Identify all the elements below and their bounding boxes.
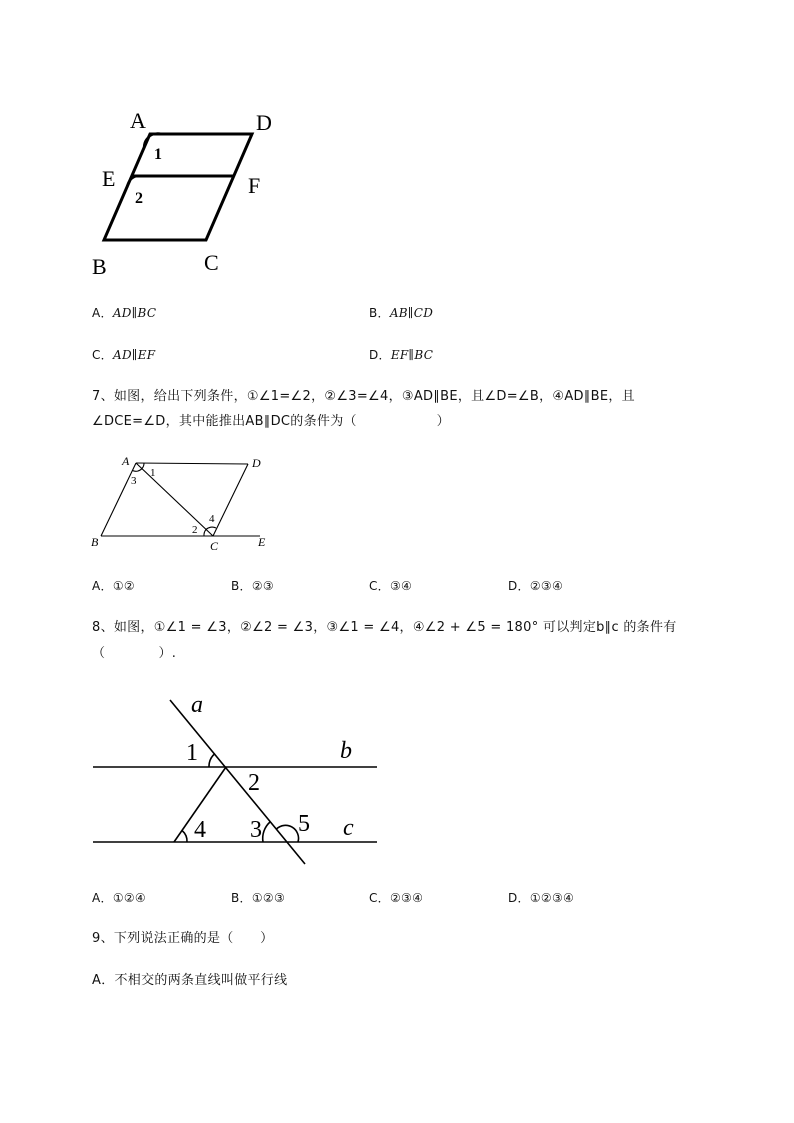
angle-4-arc <box>182 831 187 843</box>
q8-option-a[interactable] <box>92 889 146 907</box>
option-text: EF∥BC <box>390 348 434 362</box>
figure-q8 <box>88 680 388 870</box>
option-prefix: B． <box>231 891 252 905</box>
option-text: AD∥EF <box>112 348 156 362</box>
option-text: ②③④ <box>389 891 424 905</box>
option-prefix: D． <box>369 348 391 362</box>
label-c: C <box>210 539 219 552</box>
option-text: AB∥CD <box>389 306 434 320</box>
option-prefix: A． <box>92 891 113 905</box>
segment-ad <box>136 463 248 464</box>
q7-stem-line-2: ∠DCE=∠D，其中能推出AB∥DC的条件为（ ） <box>92 414 450 429</box>
figure-q7 <box>88 452 278 552</box>
q8-option-b[interactable] <box>231 889 285 907</box>
q7-stem-line-1: 7、如图，给出下列条件，①∠1=∠2，②∠3=∠4，③AD∥BE，且∠D=∠B，④AD∥BE，且 <box>92 389 635 404</box>
q7-option-a[interactable] <box>92 577 135 595</box>
q7-option-c[interactable] <box>369 577 412 595</box>
angle-4-arc <box>206 527 216 529</box>
option-prefix: D． <box>508 891 530 905</box>
label-b: B <box>91 535 99 549</box>
label-angle-4: 4 <box>209 513 215 525</box>
label-c: c <box>343 815 354 841</box>
line-a <box>170 700 305 864</box>
label-angle-1: 1 <box>186 740 198 766</box>
option-prefix: A． <box>92 973 115 988</box>
option-text: ②③④ <box>529 579 564 593</box>
angle-2-arc <box>204 530 206 537</box>
angle-1-arc <box>209 754 215 768</box>
label-a: a <box>191 692 203 718</box>
angle-3-arc <box>263 822 270 842</box>
option-text: ①②④ <box>112 891 146 905</box>
option-prefix: C． <box>369 579 390 593</box>
label-a: A <box>122 454 130 468</box>
option-text: ①②③ <box>251 891 286 905</box>
option-prefix: C． <box>92 348 113 362</box>
label-angle-1: 1 <box>154 146 162 163</box>
label-e: E <box>102 166 116 191</box>
segment-dc <box>213 464 248 536</box>
label-angle-4: 4 <box>194 817 206 843</box>
label-angle-2: 2 <box>192 524 198 536</box>
q6-option-b[interactable] <box>369 304 433 322</box>
label-f: F <box>248 173 261 198</box>
option-prefix: B． <box>369 306 390 320</box>
option-text: 不相交的两条直线叫做平行线 <box>114 973 288 988</box>
angle-3-arc <box>133 469 143 472</box>
q9-option-a[interactable] <box>92 972 287 990</box>
label-angle-2: 2 <box>135 190 143 207</box>
option-prefix: C． <box>369 891 390 905</box>
option-prefix: D． <box>508 579 530 593</box>
option-text: ①② <box>112 579 135 593</box>
label-angle-2: 2 <box>248 770 260 796</box>
label-d: D <box>252 456 261 470</box>
label-angle-3: 3 <box>250 817 262 843</box>
option-text: ③④ <box>389 579 413 593</box>
label-a: A <box>130 108 146 133</box>
option-prefix: A． <box>92 306 113 320</box>
q8-stem-line-2: （ ）. <box>92 646 177 661</box>
q8-stem-line-1: 8、如图，①∠1 = ∠3，②∠2 = ∠3，③∠1 = ∠4，④∠2 + ∠5 = 180° 可以判定b∥c 的条件有 <box>92 620 677 635</box>
q6-option-c[interactable] <box>92 346 155 364</box>
option-prefix: B． <box>231 579 252 593</box>
q8-option-c[interactable] <box>369 889 423 907</box>
label-angle-1: 1 <box>150 467 156 479</box>
figure-parallelogram-ef <box>80 100 300 285</box>
label-b: b <box>340 738 352 764</box>
angle-1-arc <box>142 463 144 468</box>
q9-stem: 9、下列说法正确的是（ ） <box>92 931 274 946</box>
option-text: ②③ <box>251 579 274 593</box>
q6-option-a[interactable] <box>92 304 156 322</box>
q8-option-d[interactable] <box>508 889 574 907</box>
option-prefix: A． <box>92 579 113 593</box>
label-e: E <box>258 535 266 549</box>
label-d: D <box>256 110 272 135</box>
option-text: AD∥BC <box>112 306 157 320</box>
label-c: C <box>204 250 219 275</box>
segment-ac <box>136 463 213 536</box>
q7-option-d[interactable] <box>508 577 563 595</box>
label-b: B <box>92 254 107 279</box>
q6-option-d[interactable] <box>369 346 433 364</box>
label-angle-5: 5 <box>298 811 310 837</box>
segment-ab <box>101 463 136 536</box>
option-text: ①②③④ <box>529 891 575 905</box>
label-angle-3: 3 <box>131 475 137 487</box>
q7-option-b[interactable] <box>231 577 274 595</box>
